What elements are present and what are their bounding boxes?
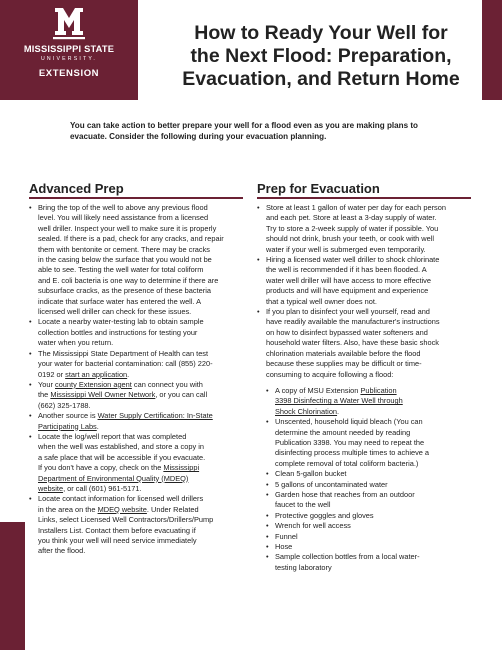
text-line bbox=[38, 422, 249, 432]
prep-evacuation-item bbox=[257, 307, 482, 380]
text-span: chlorination materials available before the flood bbox=[266, 348, 421, 358]
text-line bbox=[38, 255, 249, 265]
text-span: level. You will likely need assistance from a licensed bbox=[38, 213, 209, 223]
prep-evacuation-item bbox=[257, 255, 482, 307]
text-line bbox=[266, 370, 482, 380]
text-span: and each pet. Store at least a 3-day supply of water. bbox=[266, 213, 437, 223]
text-line bbox=[275, 490, 482, 500]
text-line bbox=[275, 542, 482, 552]
text-line bbox=[266, 286, 482, 296]
advanced-prep-item bbox=[29, 349, 249, 380]
text-span: products and will have equipment and experience bbox=[266, 286, 429, 296]
text-span: Bring the top of the well to above any previous flood bbox=[38, 203, 208, 212]
text-span: Hose bbox=[275, 542, 293, 551]
text-line bbox=[275, 428, 482, 438]
text-line bbox=[266, 328, 482, 338]
hyperlink[interactable]: website bbox=[38, 483, 64, 493]
advanced-prep-items bbox=[29, 203, 249, 557]
text-span: Locate a nearby water-testing lab to obtain sample bbox=[38, 317, 204, 327]
text-span: your water for bacterial contamination: call (855) 220- bbox=[38, 359, 213, 369]
material-item bbox=[265, 552, 482, 573]
prep-evacuation-heading: Prep for Evacuation bbox=[257, 181, 380, 196]
text-span: the well is recommended if it has been flooded. A bbox=[266, 265, 427, 275]
text-line bbox=[266, 265, 482, 275]
text-span: Installers List. Contact them before evacuating if bbox=[38, 525, 196, 535]
text-line bbox=[275, 521, 482, 531]
text-span: have readily available the manufacturer's instructions bbox=[266, 317, 440, 327]
text-span: . bbox=[337, 406, 340, 416]
text-span: Locate contact information for licensed well drillers bbox=[38, 494, 204, 504]
text-span: you think your well will need service immediately bbox=[38, 536, 197, 545]
text-span: after the flood. bbox=[38, 546, 86, 556]
text-line bbox=[266, 317, 482, 327]
text-span: well driller. Inspect your well to make sure it is properly bbox=[38, 223, 217, 233]
text-span: A copy of MSU Extension bbox=[275, 385, 361, 395]
text-line bbox=[266, 203, 482, 213]
text-line bbox=[275, 563, 482, 573]
text-line bbox=[275, 480, 482, 490]
text-line bbox=[275, 396, 482, 406]
text-line bbox=[38, 411, 249, 421]
title-line: the Next Flood: Preparation, bbox=[190, 45, 452, 67]
text-span: Hiring a licensed water well driller to shock chlorinate bbox=[266, 255, 440, 265]
advanced-prep-divider bbox=[29, 197, 243, 199]
msu-m-logo-icon bbox=[53, 7, 85, 41]
logo-extension-label: EXTENSION bbox=[38, 68, 100, 79]
hyperlink[interactable]: Publication bbox=[360, 385, 397, 395]
text-line bbox=[266, 255, 482, 265]
prep-evacuation-divider bbox=[257, 197, 471, 199]
material-item bbox=[265, 417, 482, 469]
material-item bbox=[265, 386, 482, 417]
hyperlink[interactable]: start an application bbox=[65, 369, 128, 379]
text-span: The Mississippi State Department of Health can test bbox=[38, 348, 209, 358]
text-line bbox=[266, 307, 482, 317]
text-span: on how to disinfect bypassed water softeners and bbox=[266, 327, 428, 337]
material-item bbox=[265, 511, 482, 521]
text-line bbox=[38, 536, 249, 546]
text-span: them with bentonite or cement. There may be cracks bbox=[38, 244, 210, 254]
hyperlink[interactable]: MDEQ website bbox=[97, 504, 147, 514]
text-line bbox=[38, 453, 249, 463]
logo-university-name: MISSISSIPPI STATE bbox=[23, 44, 115, 54]
text-span: Garden hose that reaches from an outdoor bbox=[275, 489, 415, 499]
advanced-prep-item bbox=[29, 203, 249, 317]
text-span: faucet to the well bbox=[275, 500, 331, 510]
text-line bbox=[38, 526, 249, 536]
title-line: Evacuation, and Return Home bbox=[182, 68, 460, 90]
header-accent-stripe bbox=[482, 0, 502, 100]
material-item bbox=[265, 469, 482, 479]
text-line bbox=[275, 500, 482, 510]
text-span: Another source is bbox=[38, 411, 98, 421]
text-span: because these supplies may be difficult or time- bbox=[266, 359, 422, 369]
text-line bbox=[38, 349, 249, 359]
text-line bbox=[275, 417, 482, 427]
text-span: household water filters. Also, have these basic shock bbox=[266, 338, 439, 348]
text-span: water when you return. bbox=[38, 338, 114, 348]
text-line bbox=[38, 276, 249, 286]
material-item bbox=[265, 542, 482, 552]
text-line bbox=[38, 245, 249, 255]
text-line bbox=[266, 245, 482, 255]
text-line bbox=[266, 213, 482, 223]
text-line bbox=[38, 224, 249, 234]
text-span: If you don't have a copy, check on the bbox=[38, 463, 164, 473]
text-line bbox=[38, 546, 249, 556]
hyperlink[interactable]: Mississippi Well Owner Network bbox=[50, 390, 156, 400]
text-line bbox=[275, 532, 482, 542]
text-span: testing laboratory bbox=[275, 562, 332, 572]
material-item bbox=[265, 480, 482, 490]
hyperlink[interactable]: Participating Labs bbox=[38, 421, 97, 431]
text-span: when the well was established, and store a copy in bbox=[38, 442, 204, 452]
text-line bbox=[38, 234, 249, 244]
prep-evacuation-list bbox=[257, 203, 482, 573]
footer-accent-stripe bbox=[0, 522, 25, 650]
text-line bbox=[266, 297, 482, 307]
text-line bbox=[38, 515, 249, 525]
text-span: licensed well driller can check for these issues. bbox=[38, 307, 192, 317]
text-span: should not drink, brush your teeth, or cook with well bbox=[266, 234, 435, 244]
prep-evacuation-item bbox=[257, 203, 482, 255]
advanced-prep-heading: Advanced Prep bbox=[29, 181, 124, 196]
text-span: the bbox=[38, 390, 51, 400]
text-line bbox=[38, 328, 249, 338]
text-span: If you plan to disinfect your well yourself, read and bbox=[266, 307, 430, 317]
text-line bbox=[275, 511, 482, 521]
text-span: Publication 3398. You may need to repeat the bbox=[275, 437, 425, 447]
advanced-prep-list bbox=[29, 203, 249, 557]
text-span: a safe place that will be accessible if you evacuate. bbox=[38, 452, 206, 462]
text-line bbox=[38, 432, 249, 442]
text-span: , or call (601) 961-5171. bbox=[63, 483, 142, 493]
text-line bbox=[38, 359, 249, 369]
text-span: , or you can call bbox=[155, 390, 208, 400]
hyperlink[interactable]: Department of Environmental Quality (MDEQ) bbox=[38, 473, 189, 483]
text-line bbox=[266, 234, 482, 244]
text-line bbox=[38, 265, 249, 275]
text-span: collection bottles and instructions for testing your bbox=[38, 327, 198, 337]
text-line bbox=[266, 338, 482, 348]
text-span: (662) 325-1788. bbox=[38, 400, 91, 410]
text-span: in the area on the bbox=[38, 504, 98, 514]
text-line bbox=[38, 286, 249, 296]
text-line bbox=[275, 386, 482, 396]
text-span: sealed. If there is a pad, check for any cracks, and repair bbox=[38, 234, 224, 244]
text-span: Funnel bbox=[275, 531, 298, 541]
text-span: able to see. Testing the well water for total coliform bbox=[38, 265, 204, 275]
material-item bbox=[265, 490, 482, 511]
advanced-prep-item bbox=[29, 494, 249, 556]
text-span: 0192 or bbox=[38, 369, 66, 379]
text-span: water if your well is submerged even temporarily. bbox=[266, 244, 426, 254]
text-line bbox=[38, 463, 249, 473]
text-line bbox=[38, 213, 249, 223]
advanced-prep-item bbox=[29, 432, 249, 494]
text-span: water well driller will have access to more effective bbox=[266, 275, 431, 285]
text-span: . bbox=[96, 421, 99, 431]
text-line bbox=[38, 297, 249, 307]
logo-university-label: UNIVERSITY. bbox=[40, 56, 98, 62]
text-line bbox=[275, 407, 482, 417]
text-line bbox=[275, 448, 482, 458]
text-line bbox=[266, 276, 482, 286]
advanced-prep-item bbox=[29, 380, 249, 411]
text-line bbox=[266, 359, 482, 369]
msu-extension-logo bbox=[0, 0, 138, 100]
hyperlink[interactable]: Water Supply Certification: In-State bbox=[97, 411, 213, 421]
text-span: and E. coli bacteria is one way to determine if there are bbox=[38, 275, 219, 285]
text-span: complete removal of total coliform bacteria.) bbox=[275, 458, 419, 468]
text-line bbox=[38, 401, 249, 411]
text-span: consuming to acquire following a flood: bbox=[266, 369, 394, 379]
text-line bbox=[38, 338, 249, 348]
text-line bbox=[275, 459, 482, 469]
text-span: subsurface cracks, as the presence of these bacteria bbox=[38, 286, 211, 296]
text-span: Unscented, household liquid bleach (You can bbox=[275, 417, 423, 427]
text-span: Links, select Licensed Well Contractors/Drillers/Pump bbox=[38, 515, 214, 525]
text-line bbox=[38, 494, 249, 504]
text-line bbox=[38, 474, 249, 484]
text-span: 5 gallons of uncontaminated water bbox=[275, 479, 388, 489]
text-line bbox=[38, 505, 249, 515]
text-line bbox=[38, 370, 249, 380]
intro-paragraph bbox=[70, 120, 448, 142]
text-span: . bbox=[127, 369, 130, 379]
shock-chlorination-materials bbox=[265, 386, 482, 573]
text-line bbox=[38, 484, 249, 494]
hyperlink[interactable]: 3398 Disinfecting a Water Well through bbox=[275, 396, 403, 406]
text-span: . Under Related bbox=[146, 504, 199, 514]
text-span: Try to store a 2-week supply of water if possible. You bbox=[266, 223, 439, 233]
material-item bbox=[265, 532, 482, 542]
text-span: Sample collection bottles from a local water- bbox=[275, 552, 420, 562]
text-span: determine the amount needed by reading bbox=[275, 427, 411, 437]
text-line bbox=[38, 380, 249, 390]
advanced-prep-item bbox=[29, 317, 249, 348]
text-line bbox=[275, 438, 482, 448]
title-line: How to Ready Your Well for bbox=[194, 22, 448, 44]
intro-line: You can take action to better prepare your well for a flood even as you are making plans to bbox=[70, 121, 418, 130]
text-line bbox=[38, 390, 249, 400]
intro-line: evacuate. Consider the following during your evacuation planning. bbox=[70, 132, 327, 141]
material-item bbox=[265, 521, 482, 531]
text-span: Locate the log/well report that was completed bbox=[38, 431, 187, 441]
text-line bbox=[38, 442, 249, 452]
prep-evacuation-items bbox=[257, 203, 482, 380]
text-span: Wrench for well access bbox=[275, 521, 351, 531]
page-title bbox=[160, 22, 482, 91]
text-line bbox=[275, 469, 482, 479]
hyperlink[interactable]: Mississippi bbox=[163, 463, 200, 473]
text-line bbox=[38, 307, 249, 317]
text-span: indicate that surface water has entered the well. A bbox=[38, 296, 202, 306]
text-line bbox=[266, 224, 482, 234]
text-span: disinfecting process multiple times to achieve a bbox=[275, 448, 430, 458]
text-span: Your bbox=[38, 379, 55, 389]
text-line bbox=[38, 203, 249, 213]
text-span: in the casing below the surface that you would not be bbox=[38, 255, 212, 265]
text-span: that a typical well owner does not. bbox=[266, 296, 377, 306]
text-span: Store at least 1 gallon of water per day for each person bbox=[266, 203, 446, 212]
hyperlink[interactable]: Shock Chlorination bbox=[275, 406, 338, 416]
text-span: Clean 5-gallon bucket bbox=[275, 469, 347, 479]
hyperlink[interactable]: county Extension agent bbox=[55, 379, 132, 389]
text-line bbox=[38, 317, 249, 327]
text-line bbox=[275, 552, 482, 562]
text-span: Protective goggles and gloves bbox=[275, 510, 374, 520]
advanced-prep-item bbox=[29, 411, 249, 432]
text-line bbox=[266, 349, 482, 359]
text-span: can connect you with bbox=[131, 379, 203, 389]
